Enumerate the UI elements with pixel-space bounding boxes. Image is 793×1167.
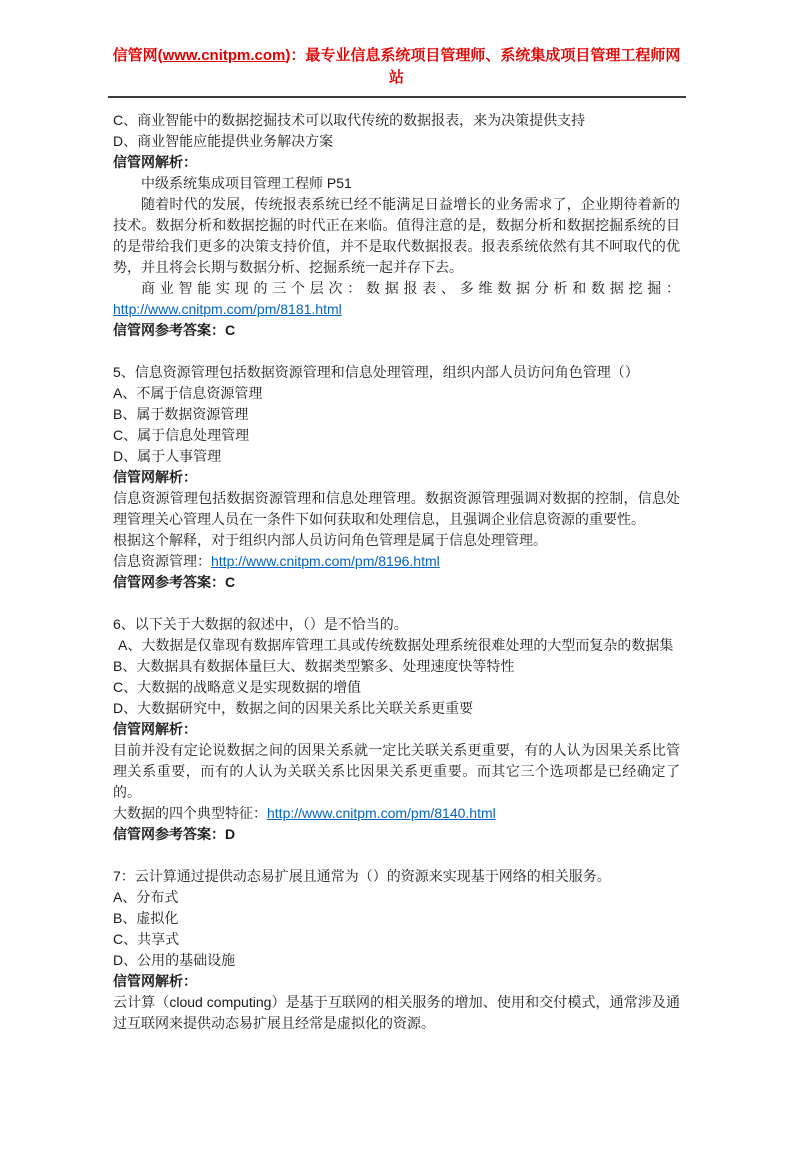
q6-option-c: C、大数据的战略意义是实现数据的增值 [113, 679, 362, 695]
q4-option-d: D、商业智能应能提供业务解决方案 [113, 133, 334, 149]
q5-answer-value: C [225, 574, 236, 590]
question-4-section [113, 110, 680, 341]
q5-answer-label: 信管网参考答案： [113, 574, 225, 590]
q5-reference-link[interactable]: http://www.cnitpm.com/pm/8196.html [211, 553, 440, 569]
site-header-prefix: 信管网( [112, 47, 163, 64]
q4-option-c: C、商业智能中的数据挖掘技术可以取代传统的数据报表，来为决策提供支持 [113, 112, 586, 128]
q4-reference: 中级系统集成项目管理工程师 P51 [141, 175, 352, 191]
q5-analysis-label: 信管网解析： [113, 469, 197, 485]
q6-link-line [113, 803, 680, 824]
q7-analysis-1: 云计算（cloud computing）是基于互联网的相关服务的增加、使用和交付模式，通常涉及通过互联网来提供动态易扩展且经常是虚拟化的资源。 [113, 994, 680, 1031]
spacer [113, 845, 680, 866]
question-5-section [113, 362, 680, 593]
q6-option-b: B、大数据具有数据体量巨大、数据类型繁多、处理速度快等特性 [113, 658, 515, 674]
q5-option-c: C、属于信息处理管理 [113, 427, 250, 443]
q4-layers-text: 商业智能实现的三个层次：数据报表、多维数据分析和数据挖掘： [141, 280, 680, 296]
site-url-link[interactable]: www.cnitpm.com [162, 47, 286, 64]
q7-analysis-label: 信管网解析： [113, 973, 197, 989]
q7-option-b: B、虚拟化 [113, 910, 179, 926]
q4-analysis-label: 信管网解析： [113, 154, 197, 170]
site-header [108, 45, 686, 98]
q5-link-prefix: 信息资源管理： [113, 553, 211, 569]
q4-answer-line [113, 320, 680, 341]
q5-option-b: B、属于数据资源管理 [113, 406, 249, 422]
document-body [113, 110, 680, 1034]
q5-analysis-2: 根据这个解释，对于组织内部人员访问角色管理是属于信息处理管理。 [113, 532, 547, 548]
q6-reference-link[interactable]: http://www.cnitpm.com/pm/8140.html [267, 805, 496, 821]
q5-link-line [113, 551, 680, 572]
q6-option-a: A、大数据是仅靠现有数据库管理工具或传统数据处理系统很难处理的大型而复杂的数据集 [118, 637, 674, 653]
q6-option-d: D、大数据研究中，数据之间的因果关系比关联关系更重要 [113, 700, 474, 716]
q4-analysis-paragraph: 随着时代的发展，传统报表系统已经不能满足日益增长的业务需求了，企业期待着新的技术。数据分析和数据挖掘的时代正在来临。值得注意的是，数据分析和数据挖掘系统的目的是带给我们更多的决策支持价值，并不是取代数据报表。报表系统依然有其不呵取代的优势，并且将会长期与数据分析、挖掘系统一起并存下去。 [113, 196, 680, 275]
question-7-section [113, 866, 680, 1034]
spacer [113, 341, 680, 362]
q6-question: 6、以下关于大数据的叙述中，（）是不恰当的。 [113, 616, 408, 632]
q4-answer-value: C [225, 322, 236, 338]
q5-option-d: D、属于人事管理 [113, 448, 222, 464]
question-6-section [113, 614, 680, 845]
q5-option-a: A、不属于信息资源管理 [113, 385, 263, 401]
q6-answer-line [113, 824, 680, 845]
q7-question: 7：云计算通过提供动态易扩展且通常为（）的资源来实现基于网络的相关服务。 [113, 868, 611, 884]
q6-answer-label: 信管网参考答案： [113, 826, 225, 842]
q6-analysis-label: 信管网解析： [113, 721, 197, 737]
q6-analysis-1: 目前并没有定论说数据之间的因果关系就一定比关联关系更重要，有的人认为因果关系比管理关系重要，而有的人认为关联关系比因果关系更重要。而其它三个选项都是已经确定了的。 [113, 742, 680, 800]
q7-option-a: A、分布式 [113, 889, 179, 905]
q7-option-c: C、共享式 [113, 931, 180, 947]
q4-reference-link[interactable]: http://www.cnitpm.com/pm/8181.html [113, 301, 342, 317]
site-header-suffix: )：最专业信息系统项目管理师、系统集成项目管理工程师网站 [285, 47, 681, 86]
q5-analysis-1: 信息资源管理包括数据资源管理和信息处理管理。数据资源管理强调对数据的控制，信息处理管理关心管理人员在一条件下如何获取和处理信息，且强调企业信息资源的重要性。 [113, 490, 680, 527]
q6-link-prefix: 大数据的四个典型特征： [113, 805, 267, 821]
q5-question: 5、信息资源管理包括数据资源管理和信息处理管理，组织内部人员访问角色管理（） [113, 364, 639, 380]
spacer [113, 593, 680, 614]
q5-answer-line [113, 572, 680, 593]
q6-answer-value: D [225, 826, 236, 842]
q7-option-d: D、公用的基础设施 [113, 952, 236, 968]
q4-answer-label: 信管网参考答案： [113, 322, 225, 338]
q4-layers-paragraph [113, 278, 680, 320]
